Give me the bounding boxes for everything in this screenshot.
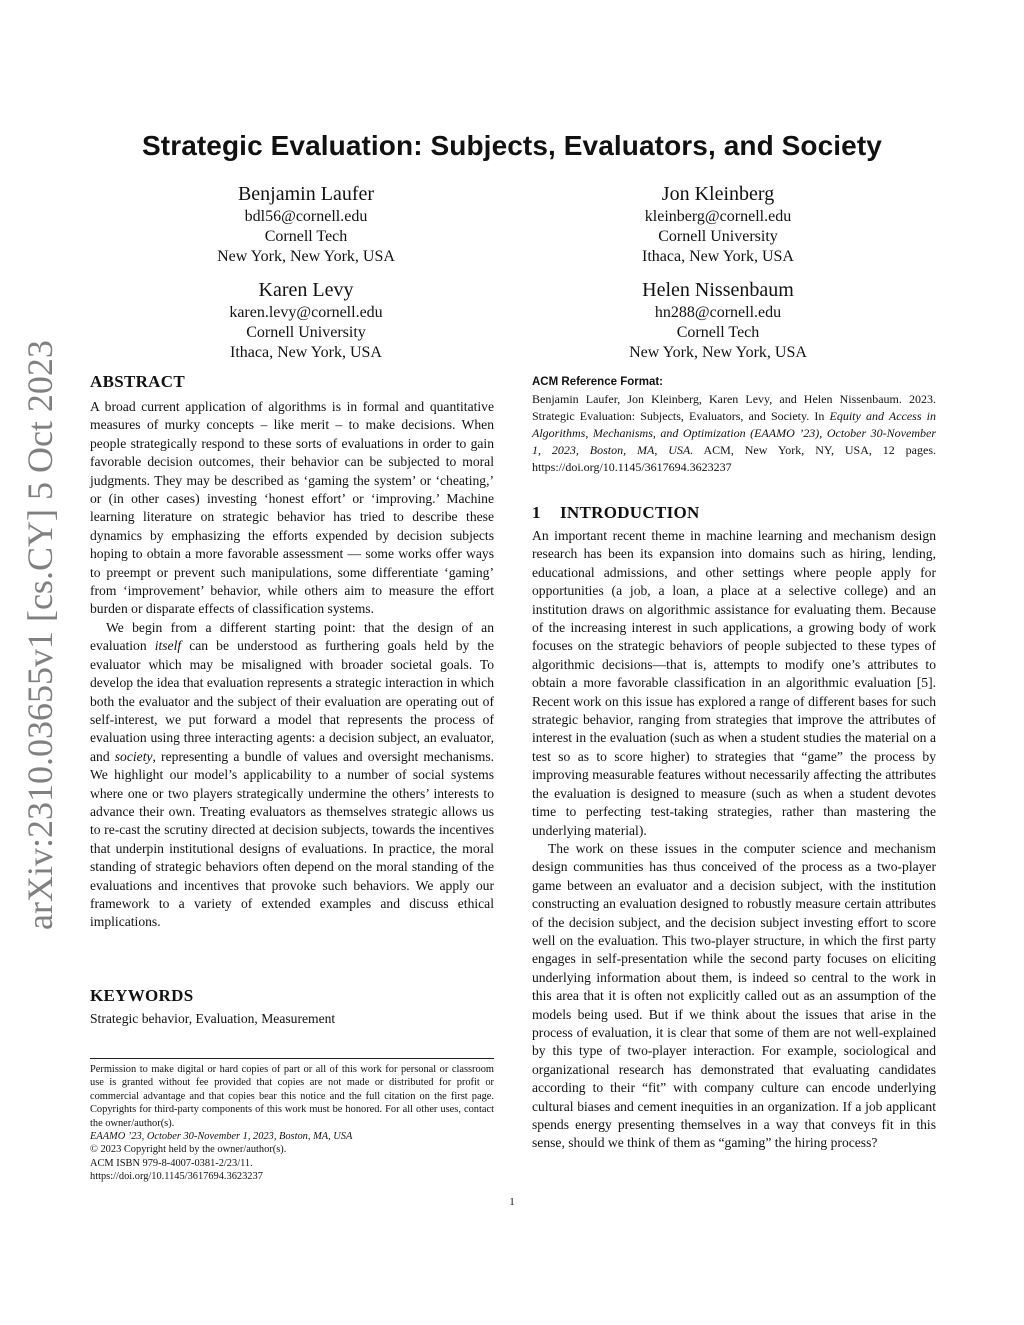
keywords-text: Strategic behavior, Evaluation, Measurement bbox=[90, 1011, 336, 1026]
introduction-body bbox=[532, 527, 936, 1153]
acm-reference-text: Benjamin Laufer, Jon Kleinberg, Karen Levy, and Helen Nissenbaum. 2023. Strategic Evaluation: Subjects, Evaluators, and Society. In Equity and Access in Algorithms, Mechanisms, and Optimization (EAAMO ’23), October 30-November 1, 2023, Boston, MA, USA. ACM, New York, NY, USA, 12 pages. https://doi.org/10.1145/3617694.3623237 bbox=[532, 392, 936, 474]
paper-title: Strategic Evaluation: Subjects, Evaluators, and Society bbox=[142, 130, 882, 161]
author-institution: Cornell University bbox=[246, 324, 366, 341]
author-location: New York, New York, USA bbox=[629, 344, 807, 361]
author-name: Benjamin Laufer bbox=[237, 183, 375, 205]
emphasis: itself bbox=[154, 638, 182, 654]
copyright-line: © 2023 Copyright held by the owner/author(s). bbox=[90, 1144, 287, 1156]
author-name: Karen Levy bbox=[258, 279, 354, 301]
permission-notice: Permission to make digital or hard copies of part or all of this work for personal or classroom use is granted without fee provided that copies are not made or distributed for profit or commercial advantage and that copies bear this notice and the full citation on the first page. Copyrights for third-party components of this work must be honored. For all other uses, contact the owner/author(s). bbox=[90, 1064, 494, 1129]
footnote-divider bbox=[90, 1058, 494, 1059]
author-email[interactable]: hn288@cornell.edu bbox=[654, 304, 782, 321]
section-number: 1 bbox=[532, 503, 541, 522]
author-block bbox=[538, 277, 898, 363]
page-number: 1 bbox=[509, 1196, 515, 1208]
author-email[interactable]: kleinberg@cornell.edu bbox=[644, 208, 792, 225]
author-institution: Cornell Tech bbox=[676, 324, 760, 341]
author-block bbox=[538, 181, 898, 267]
author-block bbox=[126, 277, 486, 363]
author-name: Jon Kleinberg bbox=[661, 183, 775, 205]
venue-title: Equity and Access in Algorithms, Mechanisms, and Optimization (EAAMO ’23), October 30-November 1, 2023, Boston, MA, USA. bbox=[532, 409, 936, 457]
author-email[interactable]: bdl56@cornell.edu bbox=[244, 208, 368, 225]
isbn-line: ACM ISBN 979-8-4007-0381-2/23/11. bbox=[90, 1157, 253, 1169]
acm-reference-heading: ACM Reference Format: bbox=[532, 376, 663, 388]
emphasis: society bbox=[114, 748, 153, 764]
introduction-paragraph: An important recent theme in machine learning and mechanism design research has been its expansion into domains such as hiring, lending, educational admissions, and other settings where people apply for opportunities (a job, a loan, a place at a selective college) and an institution draws on algorithmic assistance for evaluating them. Because of the increasing interest in such applications, a growing body of work focuses on the strategic behaviors of people subjected to these types of algorithmic decisions—that is, attempts to modify one’s attributes to obtain a more favorable classification in an algorithmic evaluation [5]. Recent work on this issue has explored a range of different bases for such strategic behavior, ranging from strategies that improve the attributes of interest in the evaluation (such as when a student studies the material on a test so as to score higher) to strategies that “game” the process by improving measurable features without necessarily affecting the attributes the evaluation is designed to measure (such as when a student devotes time to perfecting test-taking strategies, rather than mastering the underlying material). bbox=[532, 528, 936, 838]
arxiv-stamp: arXiv:2310.03655v1 [cs.CY] 5 Oct 2023 bbox=[20, 340, 60, 930]
author-location: New York, New York, USA bbox=[217, 248, 395, 265]
author-name: Helen Nissenbaum bbox=[642, 279, 794, 301]
abstract-body bbox=[90, 398, 494, 932]
author-location: Ithaca, New York, USA bbox=[642, 248, 794, 265]
venue-line: EAAMO ’23, October 30-November 1, 2023, Boston, MA, USA bbox=[90, 1131, 353, 1143]
keywords-heading: KEYWORDS bbox=[90, 986, 194, 1005]
author-block bbox=[126, 181, 486, 267]
abstract-paragraph: A broad current application of algorithms is in formal and quantitative measures of murky concepts – like merit – to make decisions. When people strategically respond to these sorts of evaluations in order to gain favorable decision outcomes, their behavior can be subjected to moral judgments. They may be described as ‘gaming the system’ or ‘cheating,’ or (in other cases) investing ‘honest effort’ or ‘improving.’ Machine learning literature on strategic behavior has tried to describe these dynamics by emphasizing the efforts expended by decision subjects hoping to obtain a more favorable assessment — some works offer ways to preempt or prevent such manipulations, some differentiate ‘gaming’ from ‘improvement’ behavior, while others aim to measure the effort burden or disparate effects of classification systems. bbox=[90, 399, 494, 617]
abstract-heading: ABSTRACT bbox=[90, 372, 185, 391]
author-institution: Cornell University bbox=[658, 228, 778, 245]
author-institution: Cornell Tech bbox=[264, 228, 348, 245]
footnote bbox=[90, 1063, 494, 1184]
introduction-paragraph: The work on these issues in the computer science and mechanism design communities has thus conceived of the process as a two-player game between an evaluator and a decision subject, with the institution constructing an evaluation designed to robustly measure certain attributes of the decision subject, and the decision subject investing effort to score well on the evaluation. This two-player structure, in which the first party engages in self-presentation while the second party focuses on eliciting underlying information about them, is indeed so central to the work in this area that it is often not explicitly called out as an assumption of the models being used. But if we think about the issues that arise in the process of evaluation, it is clear that some of them are not well-explained by this type of two-player interaction. For example, sociological and organizational research has demonstrated that evaluating candidates according to their “fit” with company culture can encode underlying cultural biases and cement inequities in an organization. If a job applicant spends energy presenting themselves in a way that conveys fit in this sense, should we think of them as “gaming” the hiring process? bbox=[532, 840, 936, 1151]
author-email[interactable]: karen.levy@cornell.edu bbox=[229, 304, 383, 321]
abstract-paragraph: We begin from a different starting point: that the design of an evaluation itself can be understood as furthering goals held by the evaluator which may be misaligned with broader societal goals. To develop the idea that evaluation represents a strategic interaction in which both the evaluator and the subject of their evaluation are operating out of self-interest, we put forward a model that represents the process of evaluation using three interacting agents: a decision subject, an evaluator, and society, representing a bundle of values and oversight mechanisms. We highlight our model’s applicability to a number of social systems where one or two players strategically undermine the others’ interests to advance their own. Treating evaluators as themselves strategic allows us to re-cast the scrutiny directed at decision subjects, towards the incentives that underpin institutional designs of evaluations. In practice, the moral standing of strategic behaviors often depend on the moral standing of the evaluations and incentives that provoke such behaviors. We apply our framework to a variety of extended examples and discuss ethical implications. bbox=[90, 619, 495, 930]
author-location: Ithaca, New York, USA bbox=[230, 344, 382, 361]
introduction-heading bbox=[532, 503, 700, 523]
doi-link[interactable]: https://doi.org/10.1145/3617694.3623237 bbox=[90, 1171, 263, 1183]
section-title: INTRODUCTION bbox=[560, 503, 700, 522]
